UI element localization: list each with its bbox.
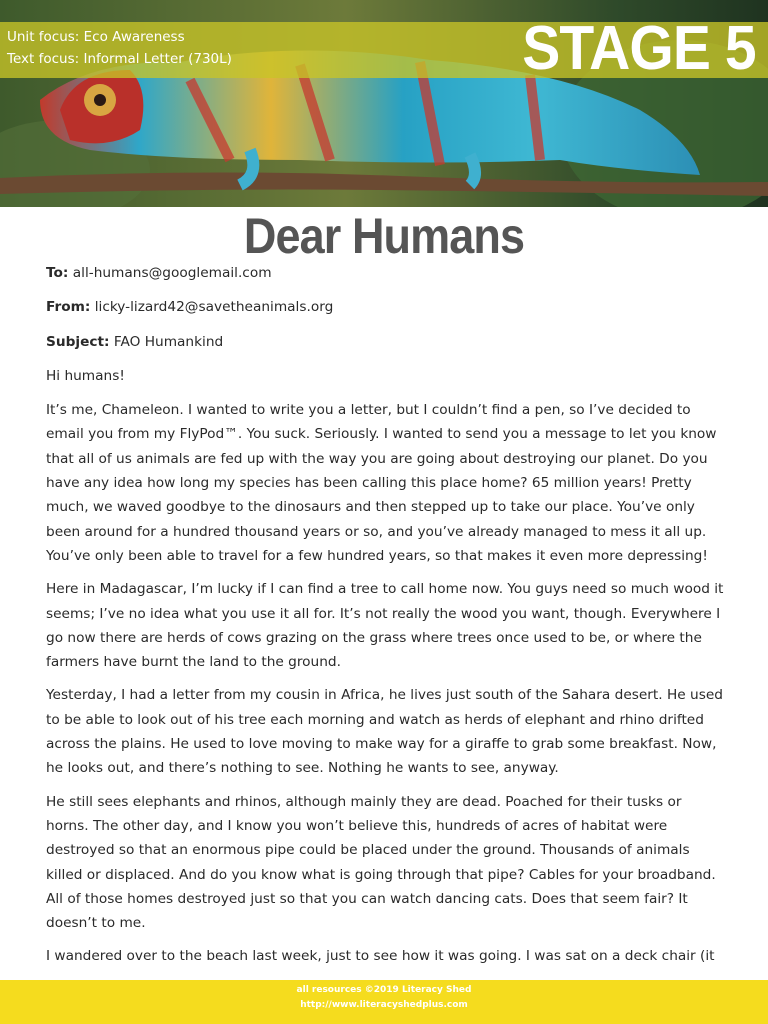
stage-label: STAGE 5 xyxy=(522,14,756,83)
footer-copyright: all resources ©2019 Literacy Shed xyxy=(296,985,472,995)
from-value: licky-lizard42@savetheanimals.org xyxy=(94,299,334,316)
page-title: Dear Humans xyxy=(243,208,525,264)
letter-body xyxy=(46,261,726,978)
email-subject xyxy=(46,330,726,354)
footer xyxy=(0,980,768,1024)
unit-focus: Unit focus: Eco Awareness xyxy=(7,29,185,45)
email-from xyxy=(46,295,726,319)
to-value: all-humans@googlemail.com xyxy=(72,265,272,281)
paragraph-3: Yesterday, I had a letter from my cousin in Africa, he lives just south of the Sahara desert. He used to be able to look out of his tree each morning and watch as herds of elephant and rhino drifted across the plains. He used to love moving to make way for a giraffe to grab some breakfast. Now, he looks out, and there’s nothing to see. Nothing he wants to see, anyway. xyxy=(46,687,723,777)
subject-label: Subject: xyxy=(46,333,110,350)
from-label: From: xyxy=(46,299,91,316)
subject-value: FAO Humankind xyxy=(113,333,224,350)
paragraph-2: Here in Madagascar, I’m lucky if I can find a tree to call home now. You guys need so much wood it seems; I’ve no idea what you use it all for. It’s not really the wood you want, though. Everywhere I go now there are herds of cows grazing on the grass where trees once used to be, or where the farmers have burnt the land to the ground. xyxy=(46,581,724,671)
footer-url[interactable]: http://www.literacyshedplus.com xyxy=(300,1000,468,1010)
paragraph-4: He still sees elephants and rhinos, although mainly they are dead. Poached for their tusks or horns. The other day, and I know you won’t believe this, hundreds of acres of habitat were destroyed so that an enormous pipe could be placed under the ground. Thousands of animals killed or displaced. And do you know what is going through that pipe? Cables for your broadband. All of those homes destroyed just so that you can watch dancing cats. Does that seem fair? It doesn’t to me. xyxy=(46,793,716,932)
greeting: Hi humans! xyxy=(46,367,125,384)
email-to xyxy=(46,261,726,285)
unit-info xyxy=(7,26,232,70)
paragraph-1: It’s me, Chameleon. I wanted to write you a letter, but I couldn’t find a pen, so I’ve decided to email you from my FlyPod™. You suck. Seriously. I wanted to send you a message to let you know that all of us animals are fed up with the way you are going about destroying our planet. Do you have any idea how long my species has been calling this place home? 65 million years! Pretty much, we waved goodbye to the dinosaurs and then stepped up to take our place. You’ve only been around for a hundred thousand years or so, and you’ve already managed to mess it all up. You’ve only been able to travel for a few hundred years, so that makes it even more depressing! xyxy=(46,402,717,564)
to-label: To: xyxy=(46,265,69,281)
paragraph-5: I wandered over to the beach last week, just to see how it was going. I was sat on a deck chair (it xyxy=(46,948,715,965)
text-focus: Text focus: Informal Letter (730L) xyxy=(7,51,232,67)
